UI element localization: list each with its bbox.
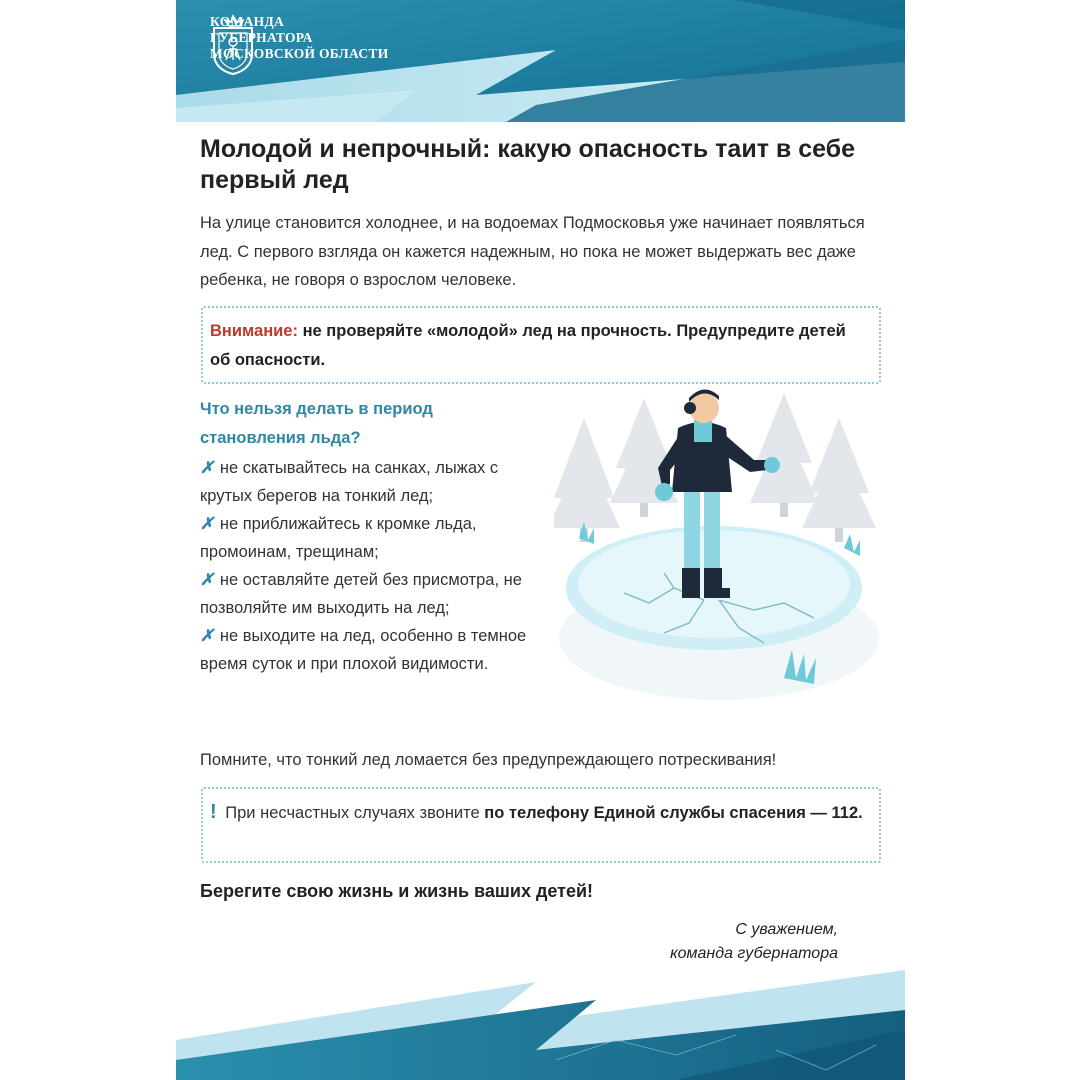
list-item: ✗ не приближайтесь к кромке льда, промоинам, трещинам; [200, 515, 477, 561]
person-on-thin-ice-illustration [554, 388, 884, 704]
footer-banner [176, 960, 905, 1080]
emergency-text [210, 798, 870, 827]
header-banner [176, 0, 905, 122]
signature-line-1: С уважением, [735, 921, 838, 938]
signature [596, 918, 838, 966]
org-name-line-3: МОСКОВСКОЙ ОБЛАСТИ [210, 46, 389, 61]
emergency-phone: по телефону Единой службы спасения — 112. [484, 804, 863, 822]
emergency-box [201, 787, 881, 863]
moscow-oblast-coat-of-arms-icon [210, 14, 256, 76]
warning-box [201, 306, 881, 384]
warning-message: не проверяйте «молодой» лед на прочность. Предупредите детей об опасности. [210, 322, 846, 369]
emergency-message: При несчастных случаях звоните [220, 804, 485, 822]
article-intro: На улице становится холоднее, и на водоемах Подмосковья уже начинает появляться лед. С первого взгляда он кажется надежным, но пока не может выдержать вес даже ребенка, не говоря о взрослом человеке. [200, 214, 865, 289]
cross-mark-icon: ✗ [200, 627, 214, 645]
cross-mark-icon: ✗ [200, 515, 214, 533]
article-title: Молодой и непрочный: какую опасность таит в себе первый лед [200, 135, 856, 194]
cross-mark-icon: ✗ [200, 571, 214, 589]
warning-label: Внимание: [210, 322, 298, 340]
signature-line-2: команда губернатора [670, 945, 838, 962]
org-name-line-1: КОМАНДА [210, 14, 285, 29]
donts-list [200, 454, 540, 678]
org-logo [210, 14, 389, 62]
closing-appeal: Берегите свою жизнь и жизнь ваших детей! [200, 881, 594, 901]
org-name-line-2: ГУБЕРНАТОРА [210, 30, 313, 45]
list-item: ✗ не оставляйте детей без присмотра, не позволяйте им выходить на лед; [200, 571, 522, 617]
info-sheet [176, 0, 905, 1080]
list-item: ✗ не скатывайтесь на санках, лыжах с крутых берегов на тонкий лед; [200, 459, 499, 505]
warning-text [210, 317, 870, 375]
donts-title: Что нельзя делать в период становления льда? [200, 400, 433, 447]
list-item: ✗ не выходите на лед, особенно в темное время суток и при плохой видимости. [200, 627, 527, 673]
thin-ice-reminder: Помните, что тонкий лед ломается без предупреждающего потрескивания! [200, 751, 777, 769]
cross-mark-icon: ✗ [200, 459, 214, 477]
exclamation-icon: ! [210, 801, 217, 823]
